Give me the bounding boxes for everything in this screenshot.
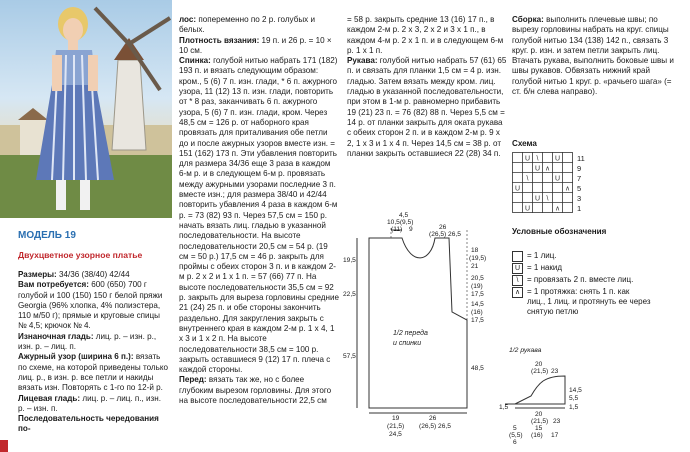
svg-text:∧: ∧ <box>554 205 561 213</box>
sleeve-num-3: 1,5 <box>569 404 579 411</box>
sleeve-pattern-diagram <box>499 342 625 450</box>
scheme-row-11: 11 <box>577 154 585 163</box>
sleeves-label: Рукава: <box>347 56 378 66</box>
legend-symbol-yo: U <box>512 263 523 274</box>
sleeve-top-num-3: 23 <box>551 368 559 375</box>
svg-text:U: U <box>524 155 531 163</box>
body-right-num-2: (19,5) <box>469 255 487 262</box>
scheme-row-7: 7 <box>577 174 582 183</box>
legend-text-skp: = 1 протяжка: снять 1 п. как лиц., 1 лиц. и протянуть ее через снятую петлю <box>527 287 651 316</box>
sleeve-bottom2-num-2: (16) <box>531 432 543 439</box>
seq-label: Последовательность чередования по- <box>18 414 159 434</box>
sleeves-text: голубой нитью набрать 57 (61) 65 п. и связать для планки 1,5 см = 4 р. изн. гладью. Затем вязать между кром. лиц. гладью в указанной последовательности, при этом в 1-м р. равномерно прибавить 19 (21) 23 п. = 76 (82) 88 п. Через 5,5 см = 14 р. от планки закрыть для оката рукава с обеих сторон 2 п. и в каждом 2-м р. 9 х 2, 1 х 3 и 1 х 4 п. Через 14,5 см = 38 р. от планки закрыть оставшиеся 22 (28) 34 п. <box>347 56 507 158</box>
column-2 <box>179 15 339 406</box>
gauge-text: 19 п. и 26 р. = 10 × 10 см. <box>179 35 332 55</box>
column-3 <box>347 15 508 159</box>
svg-text:U: U <box>514 185 521 193</box>
scheme-grid <box>512 152 612 218</box>
svg-text:∧: ∧ <box>564 185 571 193</box>
purl-label: Изнаночная гладь: <box>18 331 94 341</box>
body-side-left-1: 19,5 <box>343 257 356 264</box>
legend-text-knit: = 1 лиц. <box>527 251 557 260</box>
model-photo <box>0 0 172 218</box>
body-right-num-4: 20,5 <box>471 275 484 282</box>
left-column <box>18 270 168 435</box>
front-label: Перед: <box>179 375 207 385</box>
body-outline <box>369 238 467 408</box>
scheme-row-5: 5 <box>577 184 582 193</box>
legend-item-skp <box>512 287 651 317</box>
scheme-heading: Схема <box>512 139 537 148</box>
legend-symbol-k2tog: \ <box>512 275 523 286</box>
sleeve-label: 1/2 рукава <box>509 347 542 354</box>
body-bottom-num-5: (26,5) 26,5 <box>419 423 451 430</box>
body-bottom-num-3: 24,5 <box>389 431 402 438</box>
svg-text:U: U <box>534 165 541 173</box>
scheme-row-9: 9 <box>577 164 582 173</box>
need-text: 600 (650) 700 г голубой и 100 (150) 150 г белой пряжи Georgia (96% хлопка, 4% полиэстера, 110 м/50 г); прямые и круговые спицы № 4,5; крючок № 4. <box>18 280 163 331</box>
sleeve-top-num-2: (21,5) <box>531 368 549 375</box>
body-top-num-3: (11) <box>391 226 403 233</box>
body-side-left-3: 57,5 <box>343 353 356 360</box>
body-top-num-4: 9 <box>409 226 413 233</box>
seq-cont-label: лос: <box>179 15 197 24</box>
sleeve-outline <box>515 376 565 404</box>
body-top-num-2: 10,5(9,5) <box>387 219 414 226</box>
body-right-num-8: (16) <box>471 309 483 316</box>
body-right-num-1: 18 <box>471 247 479 254</box>
back-label: Спинка: <box>179 56 211 66</box>
legend-item-yo <box>512 263 562 274</box>
body-right-num-5: (19) <box>471 283 483 290</box>
lace-label: Ажурный узор (ширина 6 п.): <box>18 352 134 362</box>
legend-symbol-knit <box>512 251 523 262</box>
sizes-text: 34/36 (38/40) 42/44 <box>59 270 130 279</box>
sleeve-num-1: 14,5 <box>569 387 582 394</box>
sleeve-small-num-2: (5,5) <box>509 432 523 439</box>
stock-label: Лицевая гладь: <box>18 393 81 403</box>
legend-item-k2tog <box>512 275 633 286</box>
page-corner-marker <box>0 440 8 452</box>
seq-cont-text: попеременно по 2 р. голубых и белых. <box>179 15 315 35</box>
body-top-num-5: 26 <box>439 224 447 231</box>
body-right-num-3: 21 <box>471 263 479 270</box>
body-right-num-7: 14,5 <box>471 301 484 308</box>
svg-text:U: U <box>554 155 561 163</box>
sleeve-bottom-num-2: (21,5) <box>531 418 549 425</box>
sleeve-top-num-1: 20 <box>535 361 543 368</box>
body-right-num-9: 17,5 <box>471 317 484 324</box>
scheme-row-1: 1 <box>577 204 582 213</box>
body-label-line-1: 1/2 переда <box>393 330 428 337</box>
body-right-num-10: 48,5 <box>471 365 484 372</box>
sleeve-num-4: 1,5 <box>499 404 509 411</box>
legend-text-yo: = 1 накид <box>527 263 563 272</box>
sizes-label: Размеры: <box>18 270 57 279</box>
body-pattern-diagram <box>343 208 507 452</box>
sleeve-bottom2-num-3: 17 <box>551 432 559 439</box>
purl-text: лиц. р. – изн. р., изн. р. – лиц. п. <box>18 331 157 352</box>
stock-text: лиц. р. – лиц. п., изн. р. – изн. п. <box>18 393 161 413</box>
svg-text:\: \ <box>546 195 549 203</box>
need-label: Вам потребуется: <box>18 280 89 290</box>
sleeve-small-num-1: 5 <box>513 425 517 432</box>
sleeve-num-2: 5,5 <box>569 395 579 402</box>
svg-text:U: U <box>534 195 541 203</box>
sleeve-bottom2-num-1: 15 <box>535 425 543 432</box>
body-label-line-2: и спинки <box>393 340 422 347</box>
body-bottom-num-4: 26 <box>429 415 437 422</box>
model-title: МОДЕЛЬ 19 <box>18 230 76 241</box>
body-side-left-2: 22,5 <box>343 291 356 298</box>
sleeve-bottom-num-1: 20 <box>535 411 543 418</box>
legend-title: Условные обозначения <box>512 227 607 236</box>
legend-symbol-skp: ∧ <box>512 287 523 298</box>
body-top-num-6: (26,5) 26,5 <box>429 231 461 238</box>
legend-text-k2tog: = провязать 2 п. вместе лиц. <box>527 275 634 284</box>
body-bottom-num-2: (21,5) <box>387 423 405 430</box>
model-subtitle: Двухцветное узорное платье <box>18 250 143 260</box>
sleeve-small-num-3: 6 <box>513 439 517 446</box>
gauge-label: Плотность вязания: <box>179 35 260 45</box>
body-top-num-1: 4,5 <box>399 212 409 219</box>
front-cont-text: = 58 р. закрыть средние 13 (16) 17 п., в каждом 2-м р. 2 х 3, 2 х 2 и 3 х 1 п., в каждом 4-м р. 2 х 1 п. и в следующем 6-м р. 1 х 1 п. <box>347 15 504 55</box>
body-bottom-num-1: 19 <box>392 415 400 422</box>
svg-text:U: U <box>554 175 561 183</box>
photo-illustration <box>0 0 172 218</box>
legend-item-knit <box>512 251 557 262</box>
svg-text:\: \ <box>526 175 529 183</box>
scheme-row-3: 3 <box>577 194 582 203</box>
front-text: вязать так же, но с более глубоким вырезом горловины. Для этого на высоте последовательности 22,5 см <box>179 375 332 405</box>
sleeve-bottom-num-3: 23 <box>553 418 561 425</box>
body-right-num-6: 17,5 <box>471 291 484 298</box>
assembly-text: выполнить плечевые швы; по вырезу горловины набрать на круг. спицы голубой нитью 134 (138) 142 п., связать 3 круг. р. изн. и затем петли закрыть лиц. Втачать рукава, выполнить боковые швы и швы рукавов. Обвязать нижний край голубой нитью 1 круг. р. «рачьего шага» (= ст. б/н слева направо). <box>512 15 674 97</box>
svg-text:\: \ <box>536 155 539 163</box>
svg-text:∧: ∧ <box>544 165 551 173</box>
back-text: голубой нитью набрать 171 (182) 193 п. и вязать следующим образом: кром., 5 (6) 7 п. изн. глади, * 6 п. ажурного узора, 11 (12) 13 п. изн. глади, повторить от * 8 раз, заканчивать 6 п. ажурного узора, 5 (6) 7 п. изн. глади, кром. Через 48,5 см = 126 р. от наборного края провязать для приталивания обе петли до и после ажурных узоров вместе изн. = 151 (162) 173 п. Эти убавления повторить для размера 34/36 еще 3 раза в каждом 6-м р. и в следующем 6-м р. провязать между ажурными узорами последние 3 п. вместе изн.; для размера 38/40 и 42/44 повторить убавления 4 раза в каждом 6-м р. = 73 (82) 93 п. Через 57,5 см = 150 р. начать вязать лиц. гладью в указанной последовательности. На высоте последовательности 20,5 см = 54 р. (19 см = 50 р.) 17,5 см = 46 р. закрыть для проймы с обеих сторон 3 п. и в каждом 2-м р. 2 х 2 и 1 х 1 п. = 57 (66) 77 п. На высоте последовательности 35,5 см = 92 р. закрыть для выреза горловины средние 21 (24) 25 п. и обе стороны закончить раздельно. Для закругления закрыть с внутреннего края в каждом 2-м р. 1 х 4, 1 х 3 и 1 х 2 п. На высоте последовательности 38,5 см = 100 р. закрыть оставшиеся 9 (12) 17 п. плеча с каждой стороны. <box>179 56 339 375</box>
assembly-label: Сборка: <box>512 15 544 24</box>
lace-text: вязать по схеме, на которой приведены только лиц. р., в изн. р. все петли и накиды вязать изн. Повторять с 1-го по 12-й р. <box>18 352 168 393</box>
svg-text:U: U <box>524 205 531 213</box>
column-4 <box>512 15 680 97</box>
